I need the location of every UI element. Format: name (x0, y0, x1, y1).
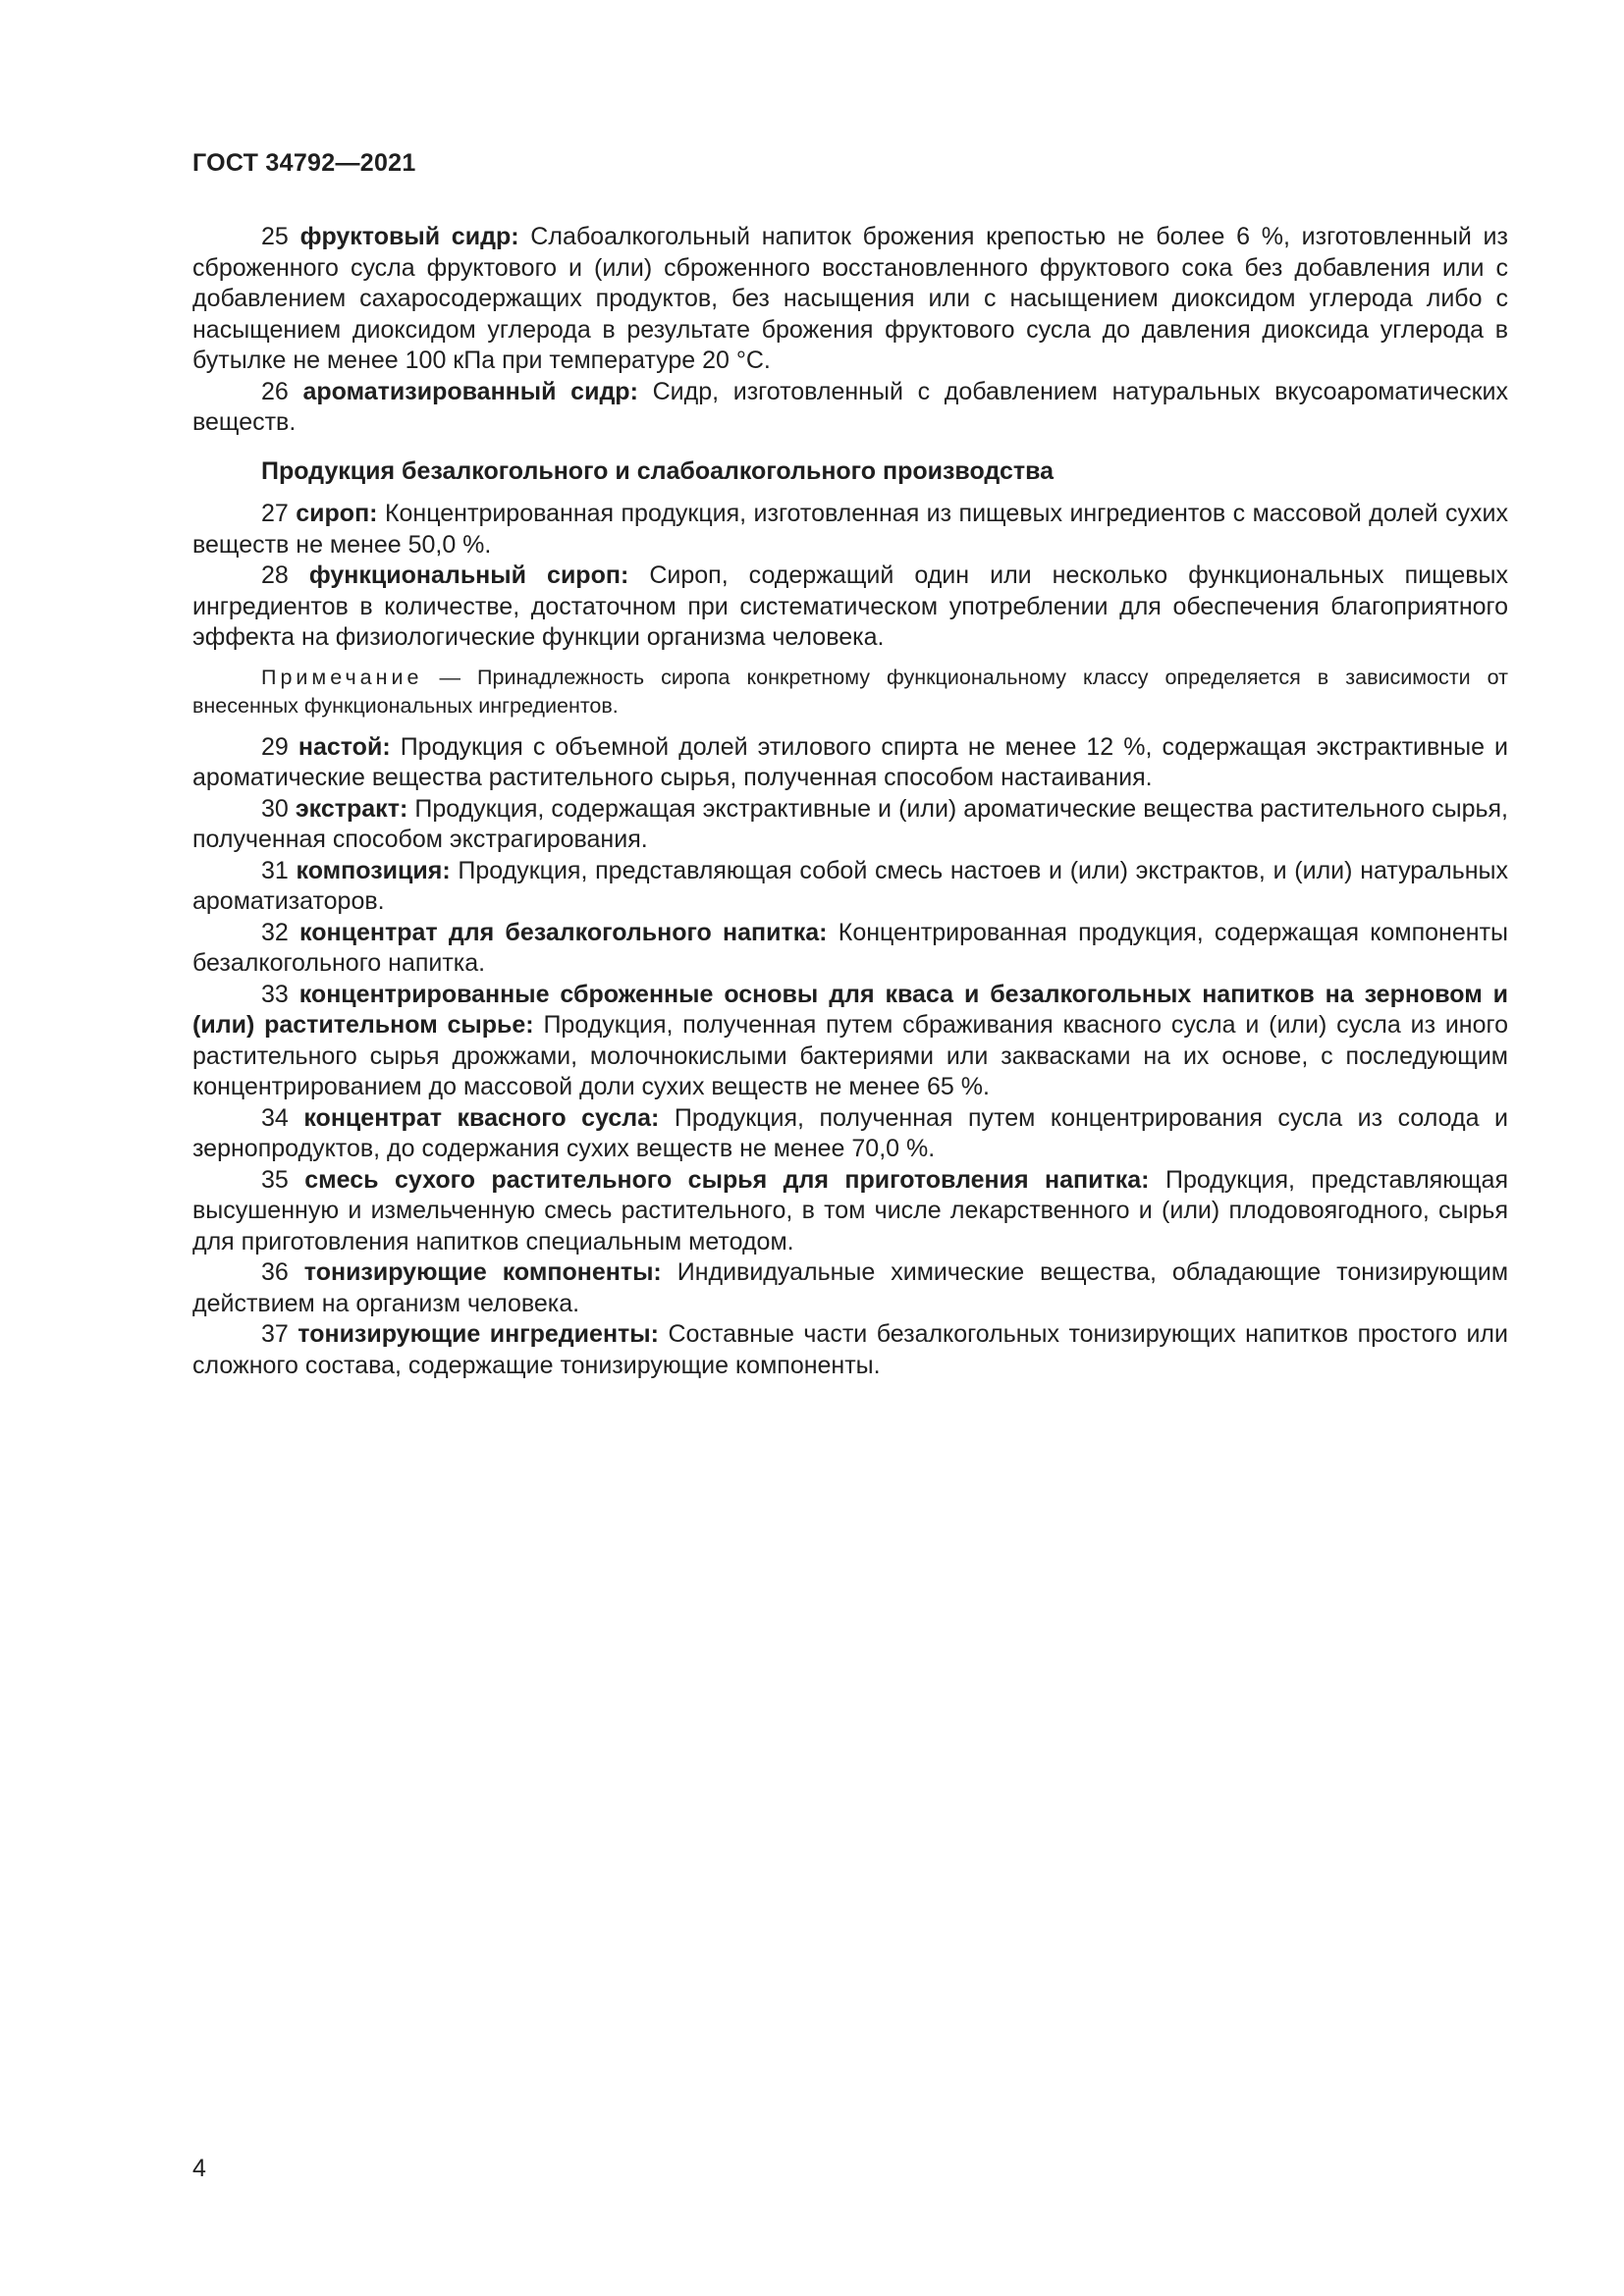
document-body (192, 222, 1508, 1381)
term-definition: Концентрированная продукция, изготовленная из пищевых ингредиентов с массовой долей сухих веществ не менее 50,0 %. (192, 500, 1508, 559)
term-number: 34 (261, 1103, 289, 1132)
term-title: экстракт: (295, 794, 408, 823)
note-text: — Принадлежность сиропа конкретному функциональному классу определяется в зависимости от внесенных функциональных ингредиентов. (192, 665, 1508, 718)
term-definition: Продукция, полученная путем концентрирования сусла из солода и зернопродуктов, до содержания сухих веществ не менее 70,0 %. (192, 1103, 1509, 1162)
term-number: 27 (261, 500, 289, 527)
term-entry-26 (192, 377, 1508, 439)
document-code: ГОСТ 34792—2021 (192, 149, 416, 177)
term-title: сироп: (296, 500, 378, 527)
term-title: композиция: (296, 856, 451, 884)
term-title: тонизирующие ингредиенты: (298, 1320, 659, 1348)
term-number: 25 (261, 223, 289, 250)
term-definition: Продукция с объемной долей этилового спирта не менее 12 %, содержащая экстрактивные и ароматические вещества растительного сырья, полученная способом настаивания. (192, 732, 1508, 791)
term-definition: Индивидуальные химические вещества, обладающие тонизирующим действием на организм человека. (192, 1258, 1509, 1317)
term-title: концентрат квасного сусла: (303, 1103, 660, 1132)
term-number: 26 (261, 377, 289, 405)
term-number: 32 (261, 918, 289, 946)
term-number: 35 (261, 1165, 289, 1194)
term-entry-30 (192, 794, 1508, 856)
note (192, 664, 1508, 721)
term-title: смесь сухого растительного сырья для приготовления напитка: (304, 1165, 1150, 1194)
term-title: концентрат для безалкогольного напитка: (299, 918, 828, 946)
term-definition: Продукция, содержащая экстрактивные и (или) ароматические вещества растительного сырья, полученная способом экстрагирования. (192, 794, 1508, 853)
term-number: 37 (261, 1320, 289, 1348)
term-entry-33 (192, 980, 1508, 1103)
term-title: функциональный сироп: (308, 561, 629, 589)
term-entry-27 (192, 499, 1508, 561)
term-title: ароматизированный сидр: (302, 377, 638, 405)
term-definition: Сироп, содержащий один или несколько функциональных пищевых ингредиентов в количестве, достаточном при систематическом употреблении для обеспечения благоприятного эффекта на физиологические функции организма человека. (192, 561, 1509, 651)
term-definition: Сидр, изготовленный с добавлением натуральных вкусоароматических веществ. (192, 377, 1509, 436)
term-entry-34 (192, 1103, 1508, 1165)
term-number: 28 (261, 561, 289, 589)
term-entry-32 (192, 918, 1508, 980)
term-number: 29 (261, 732, 289, 761)
term-definition: Слабоалкогольный напиток брожения крепостью не более 6 %, изготовленный из сброженного сусла фруктового и (или) сброженного восстановленного фруктового сока без добавления или с добавлением сахаросодержащих продуктов, без насыщения или с насыщением диоксидом углерода либо с насыщением диоксидом углерода в результате брожения фруктового сусла до давления диоксида углерода в бутылке не менее 100 кПа при температуре 20 °С. (192, 223, 1508, 374)
term-entry-29 (192, 732, 1508, 794)
term-number: 33 (261, 980, 289, 1008)
term-number: 31 (261, 856, 289, 884)
term-definition: Продукция, представляющая собой смесь настоев и (или) экстрактов, и (или) натуральных ароматизаторов. (192, 856, 1508, 915)
page-number: 4 (192, 2155, 206, 2182)
term-definition: Продукция, полученная путем сбраживания квасного сусла и (или) сусла из иного растительного сырья дрожжами, молочнокислыми бактериями или заквасками на их основе, с последующим концентрированием до массовой доли сухих веществ не менее 65 %. (192, 1011, 1508, 1100)
term-entry-31 (192, 856, 1508, 918)
term-definition: Концентрированная продукция, содержащая компоненты безалкогольного напитка. (192, 918, 1508, 977)
term-entry-36 (192, 1257, 1508, 1319)
term-definition: Продукция, представляющая высушенную и измельченную смесь растительного, в том числе лекарственного и (или) плодовоягодного, сырья для приготовления напитков специальным методом. (192, 1165, 1508, 1255)
term-number: 30 (261, 794, 289, 823)
term-entry-28 (192, 561, 1508, 654)
term-title: фруктовый сидр: (299, 223, 519, 250)
section-heading: Продукция безалкогольного и слабоалкогольного производства (261, 456, 1055, 485)
term-title: настой: (298, 732, 391, 761)
term-definition: Составные части безалкогольных тонизирующих напитков простого или сложного состава, содержащие тонизирующие компоненты. (192, 1320, 1508, 1379)
term-title: концентрированные сброженные основы для кваса и безалкогольных напитков на зерновом и (или) растительном сырье: (192, 980, 1508, 1039)
term-entry-37 (192, 1319, 1508, 1381)
term-title: тонизирующие компоненты: (303, 1258, 662, 1286)
term-entry-35 (192, 1165, 1508, 1258)
term-entry-25 (192, 222, 1508, 377)
note-label: Примечание (261, 665, 423, 689)
term-number: 36 (261, 1258, 289, 1286)
